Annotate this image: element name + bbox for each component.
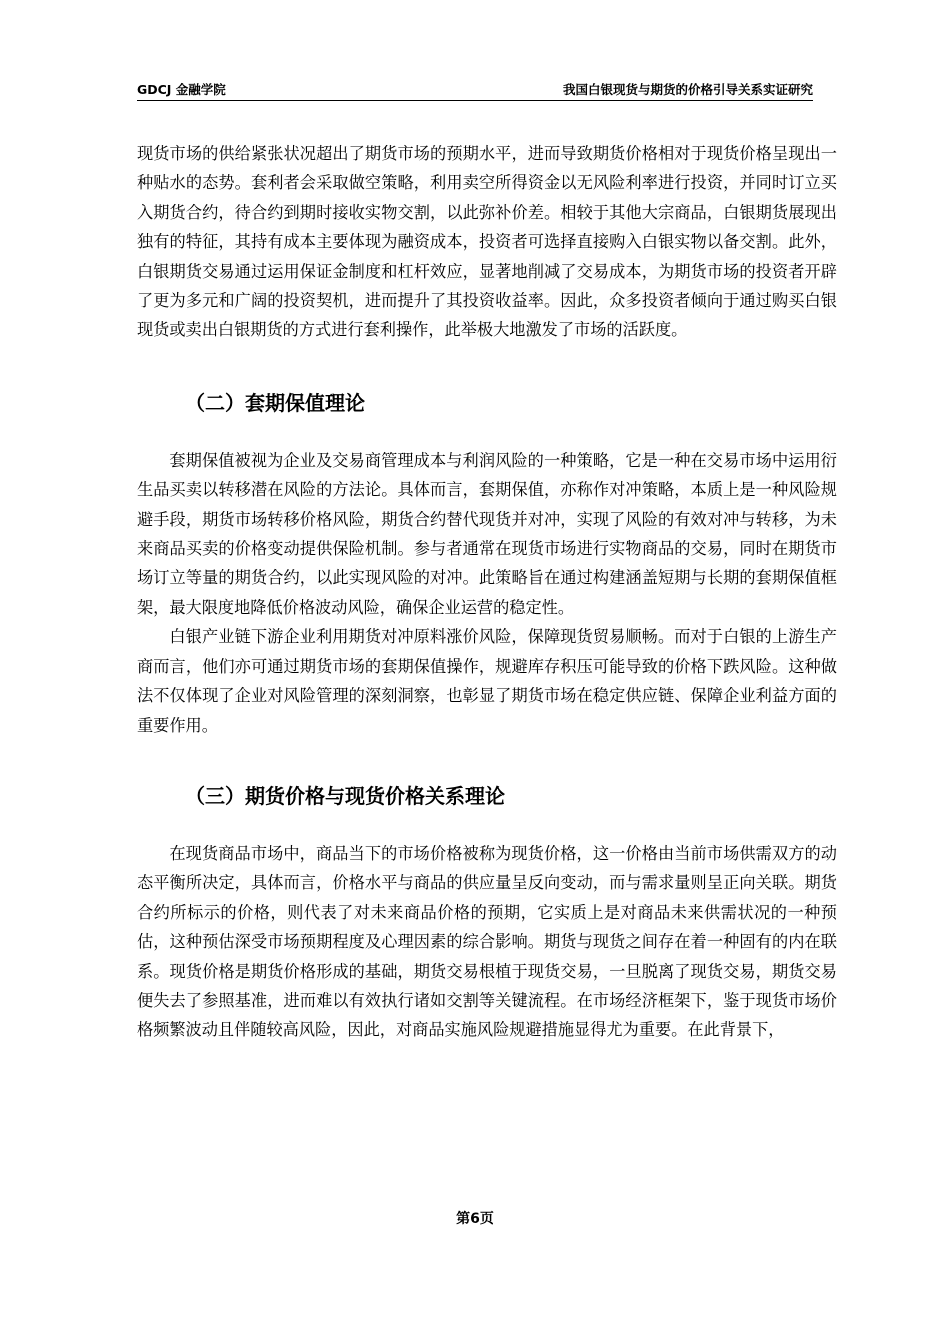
paragraph-hedging: 套期保值被视为企业及交易商管理成本与利润风险的一种策略，它是一种在交易市场中运用衍生品买卖以转移潜在风险的方法论。具体而言，套期保值，亦称作对冲策略，本质上是一种风险规避手段，期货市场转移价格风险，期货合约替代现货并对冲，实现了风险的有效对冲与转移，为未来商品买卖的价格变动提供保险机制。参与者通常在现货市场进行实物商品的交易，同时在期货市场订立等量的期货合约，以此实现风险的对冲。此策略旨在通过构建涵盖短期与长期的套期保值框架，最大限度地降低价格波动风险，确保企业运营的稳定性。	[137, 450, 837, 617]
header-rule	[137, 100, 813, 101]
header-paper-title: 我国白银现货与期货的价格引导关系实证研究	[562, 82, 813, 97]
spacer	[137, 812, 837, 839]
spacer	[137, 345, 837, 387]
section-heading-price-relation: （三）期货价格与现货价格关系理论	[185, 783, 505, 808]
page-body	[137, 139, 837, 1045]
page-number: 第6页	[456, 1211, 494, 1227]
running-header	[137, 80, 813, 100]
paragraph-silver-chain: 白银产业链下游企业利用期货对冲原料涨价风险，保障现货贸易顺畅。而对于白银的上游生产商而言，他们亦可通过期货市场的套期保值操作，规避库存积压可能导致的价格下跌风险。这种做法不仅体现了企业对风险管理的深刻洞察，也彰显了期货市场在稳定供应链、保障企业利益方面的重要作用。	[137, 627, 837, 735]
section-heading-hedging: （二）套期保值理论	[185, 390, 365, 415]
paragraph-arbitrage: 现货市场的供给紧张状况超出了期货市场的预期水平，进而导致期货价格相对于现货价格呈现出一种贴水的态势。套利者会采取做空策略，利用卖空所得资金以无风险利率进行投资，并同时订立买入期货合约，待合约到期时接收实物交割，以此弥补价差。相较于其他大宗商品，白银期货展现出独有的特征，其持有成本主要体现为融资成本，投资者可选择直接购入白银实物以备交割。此外，白银期货交易通过运用保证金制度和杠杆效应，显著地削减了交易成本，为期货市场的投资者开辟了更为多元和广阔的投资契机，进而提升了其投资收益率。因此，众多投资者倾向于通过购买白银现货或卖出白银期货的方式进行套利操作，此举极大地激发了市场的活跃度。	[137, 144, 837, 340]
spacer	[137, 740, 837, 780]
spacer	[137, 419, 837, 446]
header-school: GDCJ 金融学院	[137, 82, 226, 97]
paragraph-spot-futures: 在现货商品市场中，商品当下的市场价格被称为现货价格，这一价格由当前市场供需双方的动态平衡所决定，具体而言，价格水平与商品的供应量呈反向变动，而与需求量则呈正向关联。期货合约所标示的价格，则代表了对未来商品价格的预期，它实质上是对商品未来供需状况的一种预估，这种预估深受市场预期程度及心理因素的综合影响。期货与现货之间存在着一种固有的内在联系。现货价格是期货价格形成的基础，期货交易根植于现货交易，一旦脱离了现货交易，期货交易便失去了参照基准，进而难以有效执行诸如交割等关键流程。在市场经济框架下，鉴于现货市场价格频繁波动且伴随较高风险，因此，对商品实施风险规避措施显得尤为重要。在此背景下，	[137, 843, 837, 1040]
